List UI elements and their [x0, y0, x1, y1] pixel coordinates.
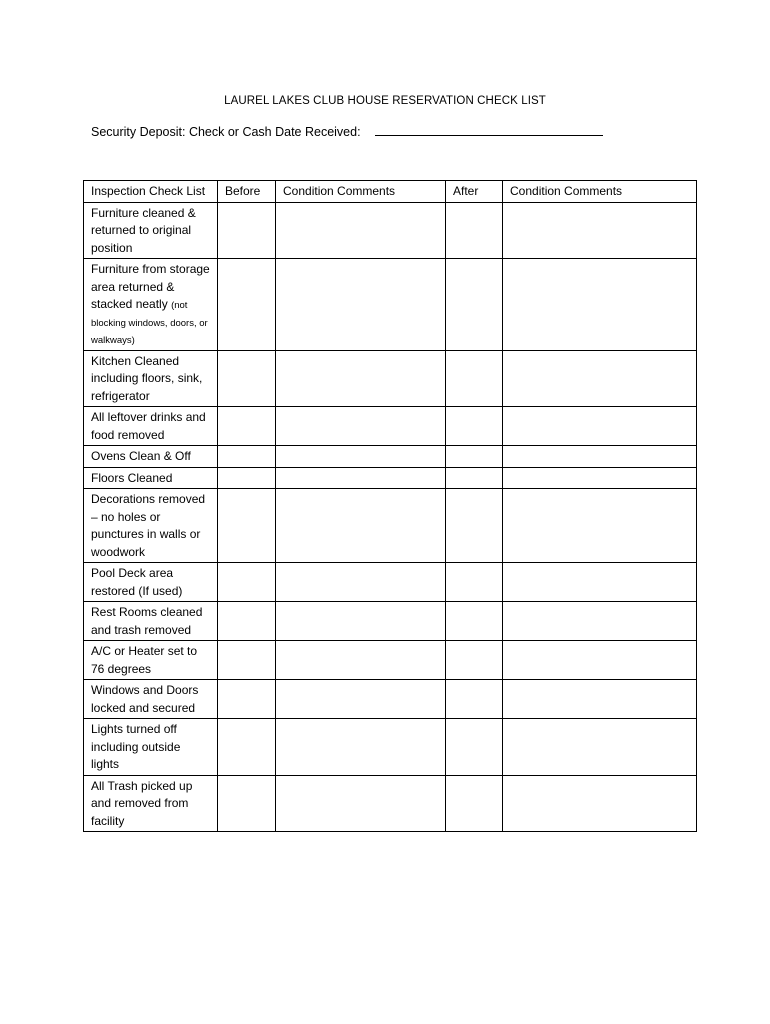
table-row — [84, 350, 697, 407]
condition-comments-after-cell[interactable] — [503, 602, 697, 641]
after-cell[interactable] — [446, 719, 503, 776]
after-cell[interactable] — [446, 350, 503, 407]
row-item-label: A/C or Heater set to 76 degrees — [84, 641, 218, 680]
before-cell[interactable] — [218, 641, 276, 680]
condition-comments-before-cell[interactable] — [276, 719, 446, 776]
before-cell[interactable] — [218, 602, 276, 641]
before-cell[interactable] — [218, 407, 276, 446]
condition-comments-after-cell[interactable] — [503, 202, 697, 259]
table-row — [84, 407, 697, 446]
header-condition-comments-before: Condition Comments — [276, 181, 446, 203]
inspection-checklist-table — [83, 180, 697, 832]
after-cell[interactable] — [446, 602, 503, 641]
before-cell[interactable] — [218, 489, 276, 563]
after-cell[interactable] — [446, 259, 503, 351]
condition-comments-before-cell[interactable] — [276, 563, 446, 602]
header-before: Before — [218, 181, 276, 203]
table-row — [84, 467, 697, 489]
row-item-label: Ovens Clean & Off — [84, 446, 218, 468]
row-item-label: Pool Deck area restored (If used) — [84, 563, 218, 602]
before-cell[interactable] — [218, 202, 276, 259]
condition-comments-after-cell[interactable] — [503, 407, 697, 446]
after-cell[interactable] — [446, 775, 503, 832]
row-item-label: All leftover drinks and food removed — [84, 407, 218, 446]
condition-comments-after-cell[interactable] — [503, 259, 697, 351]
row-item-label-cell — [84, 259, 218, 351]
row-item-label: Furniture cleaned & returned to original position — [84, 202, 218, 259]
table-row — [84, 775, 697, 832]
condition-comments-before-cell[interactable] — [276, 446, 446, 468]
security-deposit-label: Security Deposit: Check or Cash Date Received: — [91, 125, 361, 139]
condition-comments-after-cell[interactable] — [503, 467, 697, 489]
before-cell[interactable] — [218, 446, 276, 468]
before-cell[interactable] — [218, 563, 276, 602]
row-item-label: Kitchen Cleaned including floors, sink, refrigerator — [84, 350, 218, 407]
date-received-blank[interactable] — [375, 124, 603, 136]
table-row — [84, 563, 697, 602]
condition-comments-before-cell[interactable] — [276, 259, 446, 351]
condition-comments-before-cell[interactable] — [276, 680, 446, 719]
condition-comments-after-cell[interactable] — [503, 446, 697, 468]
after-cell[interactable] — [446, 202, 503, 259]
table-row — [84, 602, 697, 641]
condition-comments-before-cell[interactable] — [276, 202, 446, 259]
condition-comments-after-cell[interactable] — [503, 719, 697, 776]
condition-comments-before-cell[interactable] — [276, 407, 446, 446]
security-deposit-line — [91, 124, 603, 139]
page-title: LAUREL LAKES CLUB HOUSE RESERVATION CHECK LIST — [224, 95, 546, 107]
row-item-label: Rest Rooms cleaned and trash removed — [84, 602, 218, 641]
condition-comments-before-cell[interactable] — [276, 350, 446, 407]
table-header-row — [84, 181, 697, 203]
after-cell[interactable] — [446, 407, 503, 446]
table-row — [84, 680, 697, 719]
row-item-label: All Trash picked up and removed from facility — [84, 775, 218, 832]
row-item-label: Floors Cleaned — [84, 467, 218, 489]
before-cell[interactable] — [218, 719, 276, 776]
condition-comments-after-cell[interactable] — [503, 641, 697, 680]
before-cell[interactable] — [218, 467, 276, 489]
before-cell[interactable] — [218, 350, 276, 407]
condition-comments-before-cell[interactable] — [276, 602, 446, 641]
after-cell[interactable] — [446, 563, 503, 602]
table-row — [84, 641, 697, 680]
table-row — [84, 489, 697, 563]
header-condition-comments-after: Condition Comments — [503, 181, 697, 203]
after-cell[interactable] — [446, 489, 503, 563]
condition-comments-before-cell[interactable] — [276, 641, 446, 680]
condition-comments-after-cell[interactable] — [503, 680, 697, 719]
after-cell[interactable] — [446, 641, 503, 680]
table-row — [84, 259, 697, 351]
table-row — [84, 719, 697, 776]
row-item-label: Decorations removed – no holes or punctures in walls or woodwork — [84, 489, 218, 563]
before-cell[interactable] — [218, 259, 276, 351]
header-inspection-check-list: Inspection Check List — [84, 181, 218, 203]
before-cell[interactable] — [218, 680, 276, 719]
after-cell[interactable] — [446, 467, 503, 489]
table-row — [84, 202, 697, 259]
condition-comments-after-cell[interactable] — [503, 489, 697, 563]
row-item-label: Furniture from storage area returned & stacked neatly — [91, 262, 210, 311]
row-item-label: Windows and Doors locked and secured — [84, 680, 218, 719]
after-cell[interactable] — [446, 446, 503, 468]
after-cell[interactable] — [446, 680, 503, 719]
before-cell[interactable] — [218, 775, 276, 832]
condition-comments-before-cell[interactable] — [276, 775, 446, 832]
condition-comments-after-cell[interactable] — [503, 350, 697, 407]
condition-comments-before-cell[interactable] — [276, 489, 446, 563]
header-after: After — [446, 181, 503, 203]
condition-comments-before-cell[interactable] — [276, 467, 446, 489]
row-item-note: (not blocking windows, doors, or walkways) — [91, 300, 208, 346]
condition-comments-after-cell[interactable] — [503, 775, 697, 832]
condition-comments-after-cell[interactable] — [503, 563, 697, 602]
row-item-label: Lights turned off including outside lights — [84, 719, 218, 776]
table-row — [84, 446, 697, 468]
